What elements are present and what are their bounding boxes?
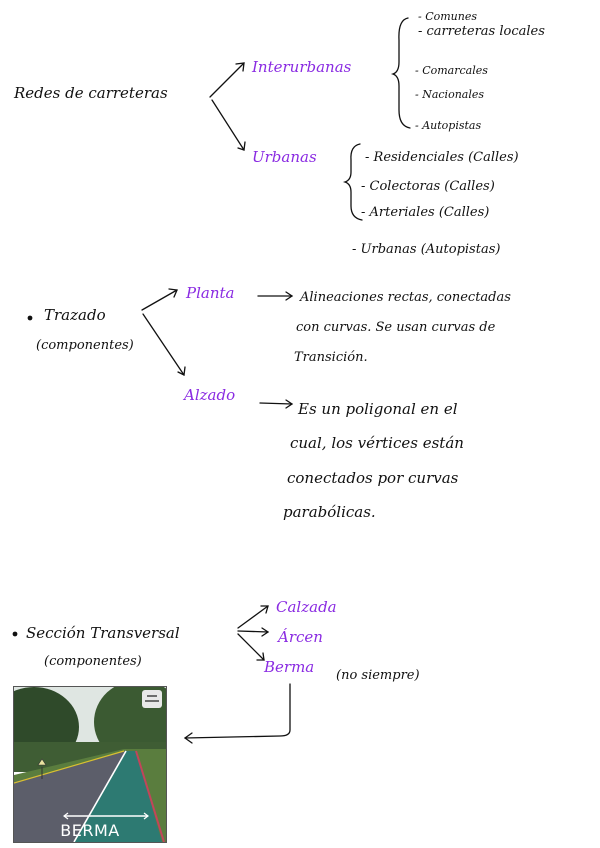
label-planta: Planta xyxy=(186,284,235,302)
bullet-trazado xyxy=(28,316,33,321)
interurbanas-item: - Autopistas xyxy=(415,119,482,132)
label-arcen: Árcen xyxy=(278,628,323,646)
seccion-sub: (componentes) xyxy=(44,654,142,669)
arrow-to-interurbanas xyxy=(210,63,244,97)
interurbanas-item: - Comarcales xyxy=(415,64,488,77)
label-urbanas: Urbanas xyxy=(252,148,317,166)
interurbanas-item: - carreteras locales xyxy=(418,24,545,39)
berma-photo-label: BERMA xyxy=(60,821,120,840)
berma-note: (no siempre) xyxy=(336,668,420,683)
label-interurbanas: Interurbanas xyxy=(252,58,352,76)
root-trazado: Trazado xyxy=(44,306,106,324)
urbanas-item: - Colectoras (Calles) xyxy=(361,179,495,194)
arrow-to-berma xyxy=(238,634,264,660)
planta-desc-line: Transición. xyxy=(294,350,368,365)
arrow-alzado-desc xyxy=(260,403,292,404)
arrow-to-calzada xyxy=(238,606,268,628)
label-calzada: Calzada xyxy=(276,598,337,616)
root-redes: Redes de carreteras xyxy=(14,84,168,102)
interurbanas-item: - Comunes xyxy=(418,10,478,23)
trazado-sub: (componentes) xyxy=(36,338,134,353)
arrow-berma-to-photo xyxy=(185,684,290,738)
arrow-to-alzado xyxy=(143,314,184,375)
label-berma: Berma xyxy=(264,658,315,676)
root-seccion: Sección Transversal xyxy=(26,624,180,642)
urbanas-item: - Residenciales (Calles) xyxy=(365,150,519,165)
bullet-seccion xyxy=(13,632,18,637)
arrow-to-urbanas xyxy=(212,100,244,150)
interurbanas-item: - Nacionales xyxy=(415,88,485,101)
alzado-desc-line: parabólicas. xyxy=(283,503,376,521)
label-alzado: Alzado xyxy=(184,386,236,404)
urbanas-item: - Urbanas (Autopistas) xyxy=(352,242,501,257)
alzado-desc-line: cual, los vértices están xyxy=(290,434,464,452)
urbanas-item: - Arteriales (Calles) xyxy=(361,205,490,220)
arrow-to-arcen xyxy=(238,631,268,632)
brace-interurbanas xyxy=(393,18,410,128)
planta-desc-line: Alineaciones rectas, conectadas xyxy=(300,290,511,305)
alzado-desc-line: conectados por curvas xyxy=(287,469,459,487)
planta-desc-line: con curvas. Se usan curvas de xyxy=(296,320,496,335)
brace-urbanas xyxy=(345,144,362,220)
berma-photo xyxy=(13,686,167,843)
arrow-to-planta xyxy=(142,290,177,310)
alzado-desc-line: Es un poligonal en el xyxy=(298,400,458,418)
